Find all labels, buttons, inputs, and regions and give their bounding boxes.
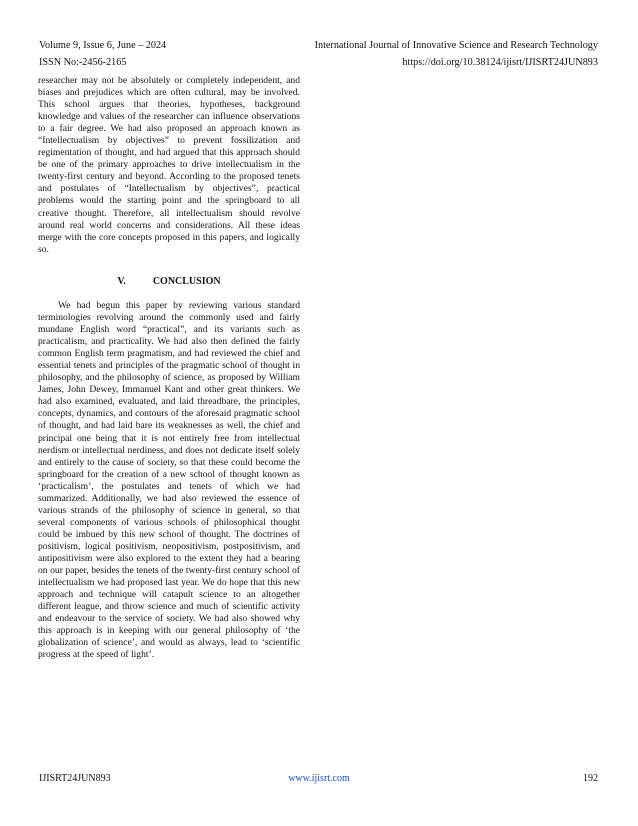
- doi-link[interactable]: https://doi.org/10.38124/ijisrt/IJISRT24JUN893: [402, 57, 598, 68]
- section-title: CONCLUSION: [152, 276, 221, 287]
- volume-issue: Volume 9, Issue 6, June – 2024: [39, 40, 167, 51]
- body-paragraph-1: researcher may not be absolutely or completely independent, and biases and prejudices which are often cultural, may be involved. This school argues that theories, hypotheses, background knowledge and values of the researcher can influence observations to a fair degree. We had also proposed an approach known as “Intellectualism by objectives” to prevent fossilization and regimentation of thought, and had argued that this approach should be one of the primary approaches to drive intellectualism in the twenty-first century and beyond. According to the proposed tenets and postulates of “Intellectualism by objectives”, practical problems would the starting point and the springboard to all creative thought. Therefore, all intellectualism should revolve around real world concerns and considerations. All these ideas merge with the core concepts proposed in this papers, and logically so.: [38, 75, 300, 255]
- issn: ISSN No:-2456-2165: [39, 57, 127, 68]
- body-paragraph-2: We had begun this paper by reviewing various standard terminologies revolving around the commonly used and fairly mundane English word “practical”, and its variants such as practicalism, and practicality. We had also then defined the fairly common English term pragmatism, and had reviewed the chief and essential tenets and principles of the pragmatic school of thought in philosophy, and the philosophy of science, as proposed by William James, John Dewey, Immanuel Kant and other great thinkers. We had also examined, evaluated, and laid threadbare, the principles, concepts, dynamics, and contours of the aforesaid pragmatic school of thought, and had laid bare its weaknesses as well, the chief and principal one being that it is not entirely free from intellectual nerdism or intellectual nerdiness, and does not dedicate itself solely and entirely to the cause of society, so that these could become the springboard for the creation of a new school of thought known as ‘practicalism’, the postulates and tenets of which we had summarized. Additionally, we had also reviewed the essence of various strands of the philosophy of science in general, so that several components of various schools of philosophical thought could be imbued by this new school of thought. The doctrines of positivism, logical positivism, neopositivism, postpositivism, and antipositivism were also explored to the extent they had a bearing on our paper, besides the tenets of the twenty-first century school of intellectualism we had proposed last year. We do hope that this new approach and technique will catapult science to an altogether different league, and throw science and much of scientific activity and endeavour to the service of society. We had also showed why this approach is in keeping with our general philosophy of ‘the globalization of science’, and would as always, lead to ‘scientific progress at the speed of light’.: [38, 300, 300, 661]
- footer-paper-id: IJISRT24JUN893: [39, 773, 111, 784]
- page-number: 192: [583, 773, 598, 784]
- footer-website-link[interactable]: www.ijisrt.com: [288, 773, 350, 784]
- section-heading: [38, 276, 300, 288]
- section-number: V.: [117, 276, 126, 287]
- journal-title: International Journal of Innovative Science and Research Technology: [314, 40, 598, 51]
